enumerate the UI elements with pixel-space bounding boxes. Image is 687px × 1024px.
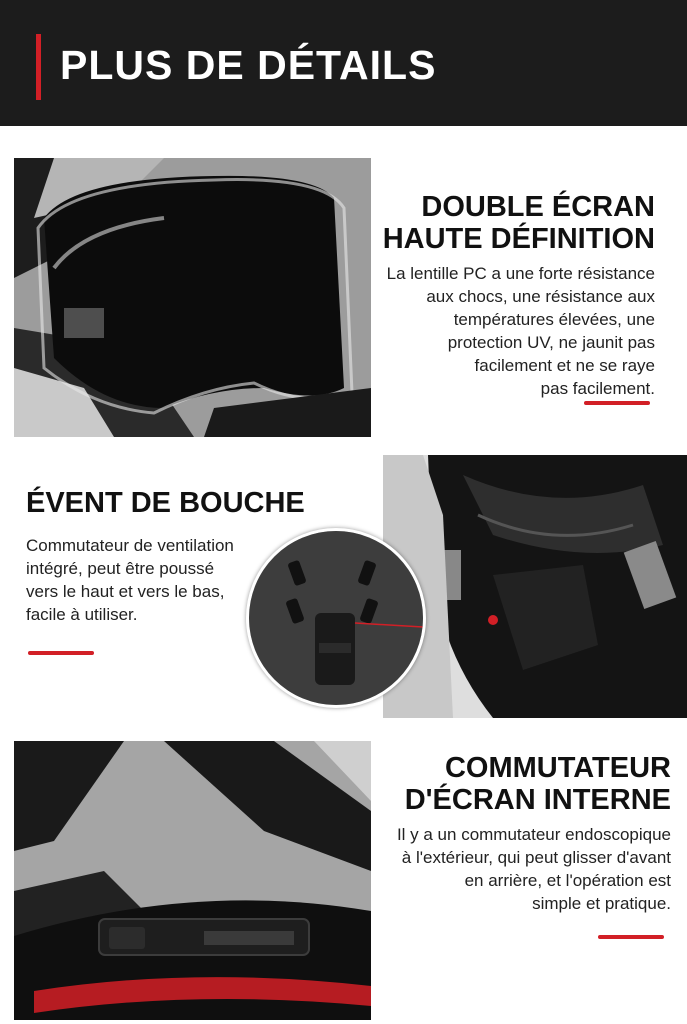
vent-description: [26, 534, 234, 626]
internal-switch-heading: [405, 752, 671, 816]
page-header: [0, 0, 687, 126]
vent-desc-line: Commutateur de ventilation: [26, 536, 234, 555]
vent-desc-line: vers le haut et vers le bas,: [26, 582, 225, 601]
visor-desc-line: La lentille PC a une forte résistance: [386, 264, 655, 283]
visor-heading-line: HAUTE DÉFINITION: [382, 223, 655, 255]
visor-accent-line: [584, 401, 650, 405]
internal-switch-desc-line: en arrière, et l'opération est: [464, 871, 671, 890]
internal-switch-photo: [14, 741, 371, 1020]
visor-heading-line: DOUBLE ÉCRAN: [421, 191, 655, 223]
vent-desc-line: facile à utiliser.: [26, 605, 138, 624]
page-title: PLUS DE DÉTAILS: [60, 42, 437, 88]
visor-desc-line: températures élevées, une: [453, 310, 655, 329]
visor-desc-line: facilement et ne se raye: [474, 356, 655, 375]
header-accent-bar: [36, 34, 41, 100]
visor-heading: [383, 191, 655, 255]
visor-desc-line: aux chocs, une résistance aux: [426, 287, 655, 306]
internal-switch-accent-line: [598, 935, 664, 939]
visor-desc-line: pas facilement.: [540, 379, 655, 398]
vent-zoom-circle: [246, 528, 426, 708]
internal-switch-heading-line: COMMUTATEUR: [444, 752, 671, 784]
vent-heading-line: ÉVENT DE BOUCHE: [26, 487, 305, 519]
vent-desc-line: intégré, peut être poussé: [26, 559, 215, 578]
internal-switch-desc-line: à l'extérieur, qui peut glisser d'avant: [401, 848, 671, 867]
chin-vent-photo: [383, 455, 687, 718]
internal-switch-desc-line: Il y a un commutateur endoscopique: [396, 825, 671, 844]
visor-desc-line: protection UV, ne jaunit pas: [447, 333, 655, 352]
internal-switch-heading-line: D'ÉCRAN INTERNE: [404, 784, 671, 816]
visor-photo: [14, 158, 371, 437]
vent-accent-line: [28, 651, 94, 655]
vent-heading: [26, 487, 305, 519]
internal-switch-description: [397, 823, 671, 915]
visor-description: [387, 262, 655, 400]
internal-switch-desc-line: simple et pratique.: [532, 894, 671, 913]
